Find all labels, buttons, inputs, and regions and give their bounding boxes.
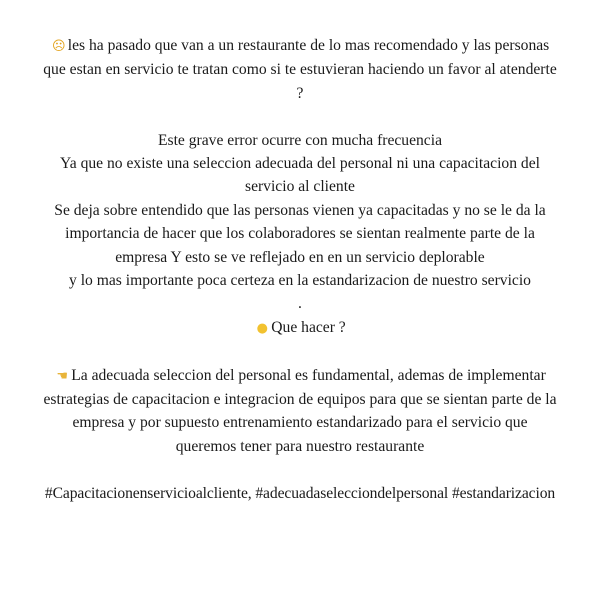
solution-line-4: queremos tener para nuestro restaurante	[175, 437, 425, 455]
question-line	[0, 316, 600, 340]
question-text: Que hacer ?	[271, 318, 346, 336]
problem-line-4: Se deja sobre entendido que las personas vienen ya capacitadas y no se le da la	[54, 201, 546, 219]
light-bulb-icon: ●	[256, 320, 268, 336]
solution-text-1: La adecuada seleccion del personal es fundamental, ademas de implementar	[71, 366, 546, 384]
intro-line-1	[0, 34, 600, 58]
solution-line-2: estrategias de capacitacion e integracion de equipos para que se sientan parte de la	[43, 391, 557, 409]
solution-line-1	[0, 364, 600, 388]
problem-line-7: y lo mas importante poca certeza en la estandarizacion de nuestro servicio	[69, 272, 531, 290]
spacer	[0, 340, 600, 363]
intro-line-3: ?	[296, 84, 304, 102]
problem-line-2: Ya que no existe una seleccion adecuada del personal ni una capacitacion del	[60, 155, 540, 173]
problem-line-3: servicio al cliente	[245, 178, 355, 196]
intro-line-2: que estan en servicio te tratan como si te estuvieran haciendo un favor al atenderte	[43, 61, 557, 79]
problem-line-5: importancia de hacer que los colaboradores se sientan realmente parte de la	[65, 225, 535, 243]
post-text	[0, 34, 600, 505]
problem-line-1: Este grave error ocurre con mucha frecuencia	[158, 131, 442, 149]
solution-line-3: empresa y por supuesto entrenamiento estandarizado para el servicio que	[72, 414, 528, 432]
shocked-face-icon: ☹	[51, 39, 66, 54]
problem-line-6: empresa Y esto se ve reflejado en en un servicio deplorable	[115, 248, 485, 266]
spacer	[0, 105, 600, 128]
handshake-icon: ☚	[56, 368, 69, 384]
spacer	[0, 458, 600, 481]
hashtags: #Capacitacionenservicioalcliente, #adecuadaselecciondelpersonal #estandarizacion	[44, 484, 556, 502]
problem-line-8: .	[298, 295, 302, 313]
intro-text-1: les ha pasado que van a un restaurante de lo mas recomendado y las personas	[67, 37, 550, 54]
